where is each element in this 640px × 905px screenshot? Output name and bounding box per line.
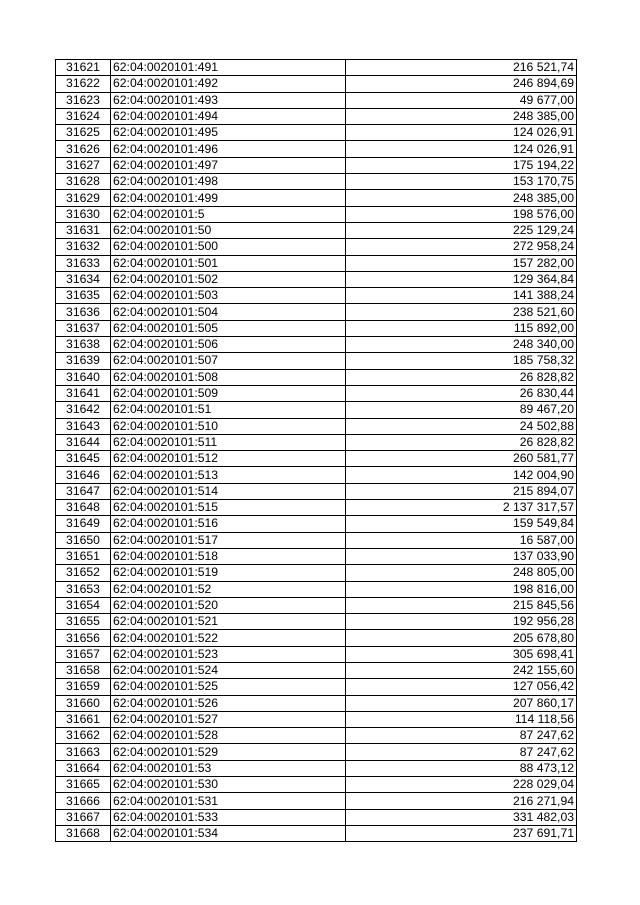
row-number-cell: 31654 <box>56 597 111 613</box>
cadastral-number-cell: 62:04:0020101:521 <box>111 614 346 630</box>
row-number-cell: 31621 <box>56 60 111 76</box>
cadastral-value-cell: 26 830,44 <box>346 385 577 401</box>
table-row <box>56 646 577 662</box>
cadastral-number-cell: 62:04:0020101:523 <box>111 646 346 662</box>
table-row <box>56 125 577 141</box>
table-row <box>56 793 577 809</box>
table-row <box>56 760 577 776</box>
cadastral-number-cell: 62:04:0020101:520 <box>111 597 346 613</box>
cadastral-number-cell: 62:04:0020101:510 <box>111 418 346 434</box>
cadastral-number-cell: 62:04:0020101:516 <box>111 516 346 532</box>
cadastral-value-cell: 137 033,90 <box>346 548 577 564</box>
cadastral-number-cell: 62:04:0020101:497 <box>111 157 346 173</box>
cadastral-value-cell: 141 388,24 <box>346 288 577 304</box>
cadastral-value-cell: 248 385,00 <box>346 108 577 124</box>
cadastral-number-cell: 62:04:0020101:513 <box>111 467 346 483</box>
cadastral-number-cell: 62:04:0020101:533 <box>111 809 346 825</box>
cadastral-value-cell: 238 521,60 <box>346 304 577 320</box>
cadastral-number-cell: 62:04:0020101:500 <box>111 239 346 255</box>
table-row <box>56 288 577 304</box>
table-row <box>56 662 577 678</box>
cadastral-value-cell: 26 828,82 <box>346 369 577 385</box>
cadastral-value-cell: 215 845,56 <box>346 597 577 613</box>
cadastral-number-cell: 62:04:0020101:501 <box>111 255 346 271</box>
cadastral-number-cell: 62:04:0020101:518 <box>111 548 346 564</box>
cadastral-value-cell: 153 170,75 <box>346 174 577 190</box>
row-number-cell: 31639 <box>56 353 111 369</box>
cadastral-number-cell: 62:04:0020101:502 <box>111 271 346 287</box>
row-number-cell: 31643 <box>56 418 111 434</box>
table-row <box>56 711 577 727</box>
table-row <box>56 679 577 695</box>
cadastral-number-cell: 62:04:0020101:529 <box>111 744 346 760</box>
cadastral-value-cell: 142 004,90 <box>346 467 577 483</box>
table-row <box>56 597 577 613</box>
table-row <box>56 467 577 483</box>
cadastral-number-cell: 62:04:0020101:51 <box>111 402 346 418</box>
row-number-cell: 31626 <box>56 141 111 157</box>
table-row <box>56 255 577 271</box>
cadastral-number-cell: 62:04:0020101:495 <box>111 125 346 141</box>
row-number-cell: 31642 <box>56 402 111 418</box>
table-row <box>56 548 577 564</box>
cadastral-number-cell: 62:04:0020101:509 <box>111 385 346 401</box>
cadastral-value-cell: 192 956,28 <box>346 614 577 630</box>
cadastral-number-cell: 62:04:0020101:514 <box>111 483 346 499</box>
row-number-cell: 31662 <box>56 728 111 744</box>
table-row <box>56 157 577 173</box>
row-number-cell: 31625 <box>56 125 111 141</box>
cadastral-number-cell: 62:04:0020101:52 <box>111 581 346 597</box>
cadastral-number-cell: 62:04:0020101:50 <box>111 222 346 238</box>
cadastral-number-cell: 62:04:0020101:530 <box>111 777 346 793</box>
table-row <box>56 532 577 548</box>
cadastral-value-cell: 305 698,41 <box>346 646 577 662</box>
row-number-cell: 31640 <box>56 369 111 385</box>
cadastral-number-cell: 62:04:0020101:493 <box>111 92 346 108</box>
cadastral-number-cell: 62:04:0020101:508 <box>111 369 346 385</box>
row-number-cell: 31656 <box>56 630 111 646</box>
cadastral-value-cell: 124 026,91 <box>346 125 577 141</box>
row-number-cell: 31637 <box>56 320 111 336</box>
cadastral-number-cell: 62:04:0020101:53 <box>111 760 346 776</box>
row-number-cell: 31623 <box>56 92 111 108</box>
cadastral-value-cell: 215 894,07 <box>346 483 577 499</box>
cadastral-number-cell: 62:04:0020101:528 <box>111 728 346 744</box>
row-number-cell: 31634 <box>56 271 111 287</box>
cadastral-value-cell: 228 029,04 <box>346 777 577 793</box>
row-number-cell: 31629 <box>56 190 111 206</box>
cadastral-number-cell: 62:04:0020101:498 <box>111 174 346 190</box>
row-number-cell: 31657 <box>56 646 111 662</box>
cadastral-value-cell: 127 056,42 <box>346 679 577 695</box>
cadastral-value-cell: 159 549,84 <box>346 516 577 532</box>
row-number-cell: 31666 <box>56 793 111 809</box>
cadastral-value-cell: 157 282,00 <box>346 255 577 271</box>
row-number-cell: 31627 <box>56 157 111 173</box>
cadastral-value-cell: 198 576,00 <box>346 206 577 222</box>
cadastral-number-cell: 62:04:0020101:522 <box>111 630 346 646</box>
row-number-cell: 31650 <box>56 532 111 548</box>
table-row <box>56 565 577 581</box>
row-number-cell: 31660 <box>56 695 111 711</box>
cadastral-value-cell: 114 118,56 <box>346 711 577 727</box>
cadastral-value-cell: 175 194,22 <box>346 157 577 173</box>
cadastral-number-cell: 62:04:0020101:517 <box>111 532 346 548</box>
cadastral-value-cell: 248 340,00 <box>346 337 577 353</box>
table-row <box>56 337 577 353</box>
table-row <box>56 353 577 369</box>
cadastral-number-cell: 62:04:0020101:492 <box>111 76 346 92</box>
row-number-cell: 31651 <box>56 548 111 564</box>
row-number-cell: 31661 <box>56 711 111 727</box>
row-number-cell: 31659 <box>56 679 111 695</box>
cadastral-number-cell: 62:04:0020101:519 <box>111 565 346 581</box>
cadastral-number-cell: 62:04:0020101:507 <box>111 353 346 369</box>
cadastral-value-cell: 129 364,84 <box>346 271 577 287</box>
cadastral-value-cell: 87 247,62 <box>346 744 577 760</box>
row-number-cell: 31667 <box>56 809 111 825</box>
table-row <box>56 451 577 467</box>
row-number-cell: 31668 <box>56 825 111 841</box>
table-row <box>56 320 577 336</box>
cadastral-number-cell: 62:04:0020101:524 <box>111 662 346 678</box>
table-row <box>56 239 577 255</box>
row-number-cell: 31649 <box>56 516 111 532</box>
cadastral-number-cell: 62:04:0020101:512 <box>111 451 346 467</box>
cadastral-value-cell: 260 581,77 <box>346 451 577 467</box>
cadastral-value-cell: 89 467,20 <box>346 402 577 418</box>
row-number-cell: 31624 <box>56 108 111 124</box>
table-row <box>56 108 577 124</box>
row-number-cell: 31648 <box>56 500 111 516</box>
cadastral-value-cell: 242 155,60 <box>346 662 577 678</box>
row-number-cell: 31655 <box>56 614 111 630</box>
row-number-cell: 31645 <box>56 451 111 467</box>
table-row <box>56 809 577 825</box>
cadastral-value-table <box>55 59 577 842</box>
cadastral-value-cell: 88 473,12 <box>346 760 577 776</box>
row-number-cell: 31633 <box>56 255 111 271</box>
table-row <box>56 369 577 385</box>
table-row <box>56 728 577 744</box>
cadastral-number-cell: 62:04:0020101:527 <box>111 711 346 727</box>
cadastral-value-cell: 205 678,80 <box>346 630 577 646</box>
cadastral-number-cell: 62:04:0020101:506 <box>111 337 346 353</box>
table-row <box>56 141 577 157</box>
row-number-cell: 31622 <box>56 76 111 92</box>
row-number-cell: 31628 <box>56 174 111 190</box>
table-row <box>56 60 577 76</box>
row-number-cell: 31664 <box>56 760 111 776</box>
table-row <box>56 206 577 222</box>
table-row <box>56 271 577 287</box>
table-row <box>56 304 577 320</box>
cadastral-value-cell: 198 816,00 <box>346 581 577 597</box>
cadastral-value-cell: 207 860,17 <box>346 695 577 711</box>
row-number-cell: 31653 <box>56 581 111 597</box>
table-row <box>56 385 577 401</box>
row-number-cell: 31631 <box>56 222 111 238</box>
table-row <box>56 483 577 499</box>
table-row <box>56 630 577 646</box>
table-row <box>56 434 577 450</box>
cadastral-value-cell: 16 587,00 <box>346 532 577 548</box>
cadastral-number-cell: 62:04:0020101:499 <box>111 190 346 206</box>
cadastral-number-cell: 62:04:0020101:505 <box>111 320 346 336</box>
cadastral-number-cell: 62:04:0020101:534 <box>111 825 346 841</box>
row-number-cell: 31647 <box>56 483 111 499</box>
cadastral-value-cell: 24 502,88 <box>346 418 577 434</box>
table-row <box>56 744 577 760</box>
row-number-cell: 31644 <box>56 434 111 450</box>
row-number-cell: 31635 <box>56 288 111 304</box>
table-row <box>56 222 577 238</box>
row-number-cell: 31665 <box>56 777 111 793</box>
table-row <box>56 190 577 206</box>
table-row <box>56 402 577 418</box>
table-row <box>56 581 577 597</box>
cadastral-number-cell: 62:04:0020101:525 <box>111 679 346 695</box>
cadastral-number-cell: 62:04:0020101:494 <box>111 108 346 124</box>
row-number-cell: 31630 <box>56 206 111 222</box>
row-number-cell: 31632 <box>56 239 111 255</box>
table-row <box>56 825 577 841</box>
cadastral-value-cell: 237 691,71 <box>346 825 577 841</box>
table-row <box>56 92 577 108</box>
cadastral-value-cell: 124 026,91 <box>346 141 577 157</box>
cadastral-value-cell: 216 521,74 <box>346 60 577 76</box>
table-row <box>56 500 577 516</box>
cadastral-value-cell: 26 828,82 <box>346 434 577 450</box>
cadastral-value-cell: 246 894,69 <box>346 76 577 92</box>
cadastral-number-cell: 62:04:0020101:511 <box>111 434 346 450</box>
cadastral-number-cell: 62:04:0020101:491 <box>111 60 346 76</box>
cadastral-number-cell: 62:04:0020101:526 <box>111 695 346 711</box>
row-number-cell: 31658 <box>56 662 111 678</box>
table-body <box>56 60 577 842</box>
cadastral-value-cell: 2 137 317,57 <box>346 500 577 516</box>
table-row <box>56 76 577 92</box>
table-row <box>56 614 577 630</box>
cadastral-value-cell: 216 271,94 <box>346 793 577 809</box>
cadastral-number-cell: 62:04:0020101:515 <box>111 500 346 516</box>
cadastral-value-cell: 331 482,03 <box>346 809 577 825</box>
cadastral-value-cell: 225 129,24 <box>346 222 577 238</box>
table-row <box>56 418 577 434</box>
cadastral-number-cell: 62:04:0020101:503 <box>111 288 346 304</box>
table-row <box>56 174 577 190</box>
cadastral-number-cell: 62:04:0020101:531 <box>111 793 346 809</box>
cadastral-number-cell: 62:04:0020101:5 <box>111 206 346 222</box>
row-number-cell: 31652 <box>56 565 111 581</box>
cadastral-value-cell: 185 758,32 <box>346 353 577 369</box>
cadastral-value-cell: 248 805,00 <box>346 565 577 581</box>
cadastral-value-cell: 272 958,24 <box>346 239 577 255</box>
table-row <box>56 695 577 711</box>
cadastral-number-cell: 62:04:0020101:496 <box>111 141 346 157</box>
cadastral-value-cell: 49 677,00 <box>346 92 577 108</box>
cadastral-value-cell: 248 385,00 <box>346 190 577 206</box>
table-row <box>56 777 577 793</box>
row-number-cell: 31663 <box>56 744 111 760</box>
cadastral-value-cell: 87 247,62 <box>346 728 577 744</box>
table-row <box>56 516 577 532</box>
cadastral-value-cell: 115 892,00 <box>346 320 577 336</box>
cadastral-number-cell: 62:04:0020101:504 <box>111 304 346 320</box>
row-number-cell: 31638 <box>56 337 111 353</box>
row-number-cell: 31641 <box>56 385 111 401</box>
row-number-cell: 31636 <box>56 304 111 320</box>
row-number-cell: 31646 <box>56 467 111 483</box>
